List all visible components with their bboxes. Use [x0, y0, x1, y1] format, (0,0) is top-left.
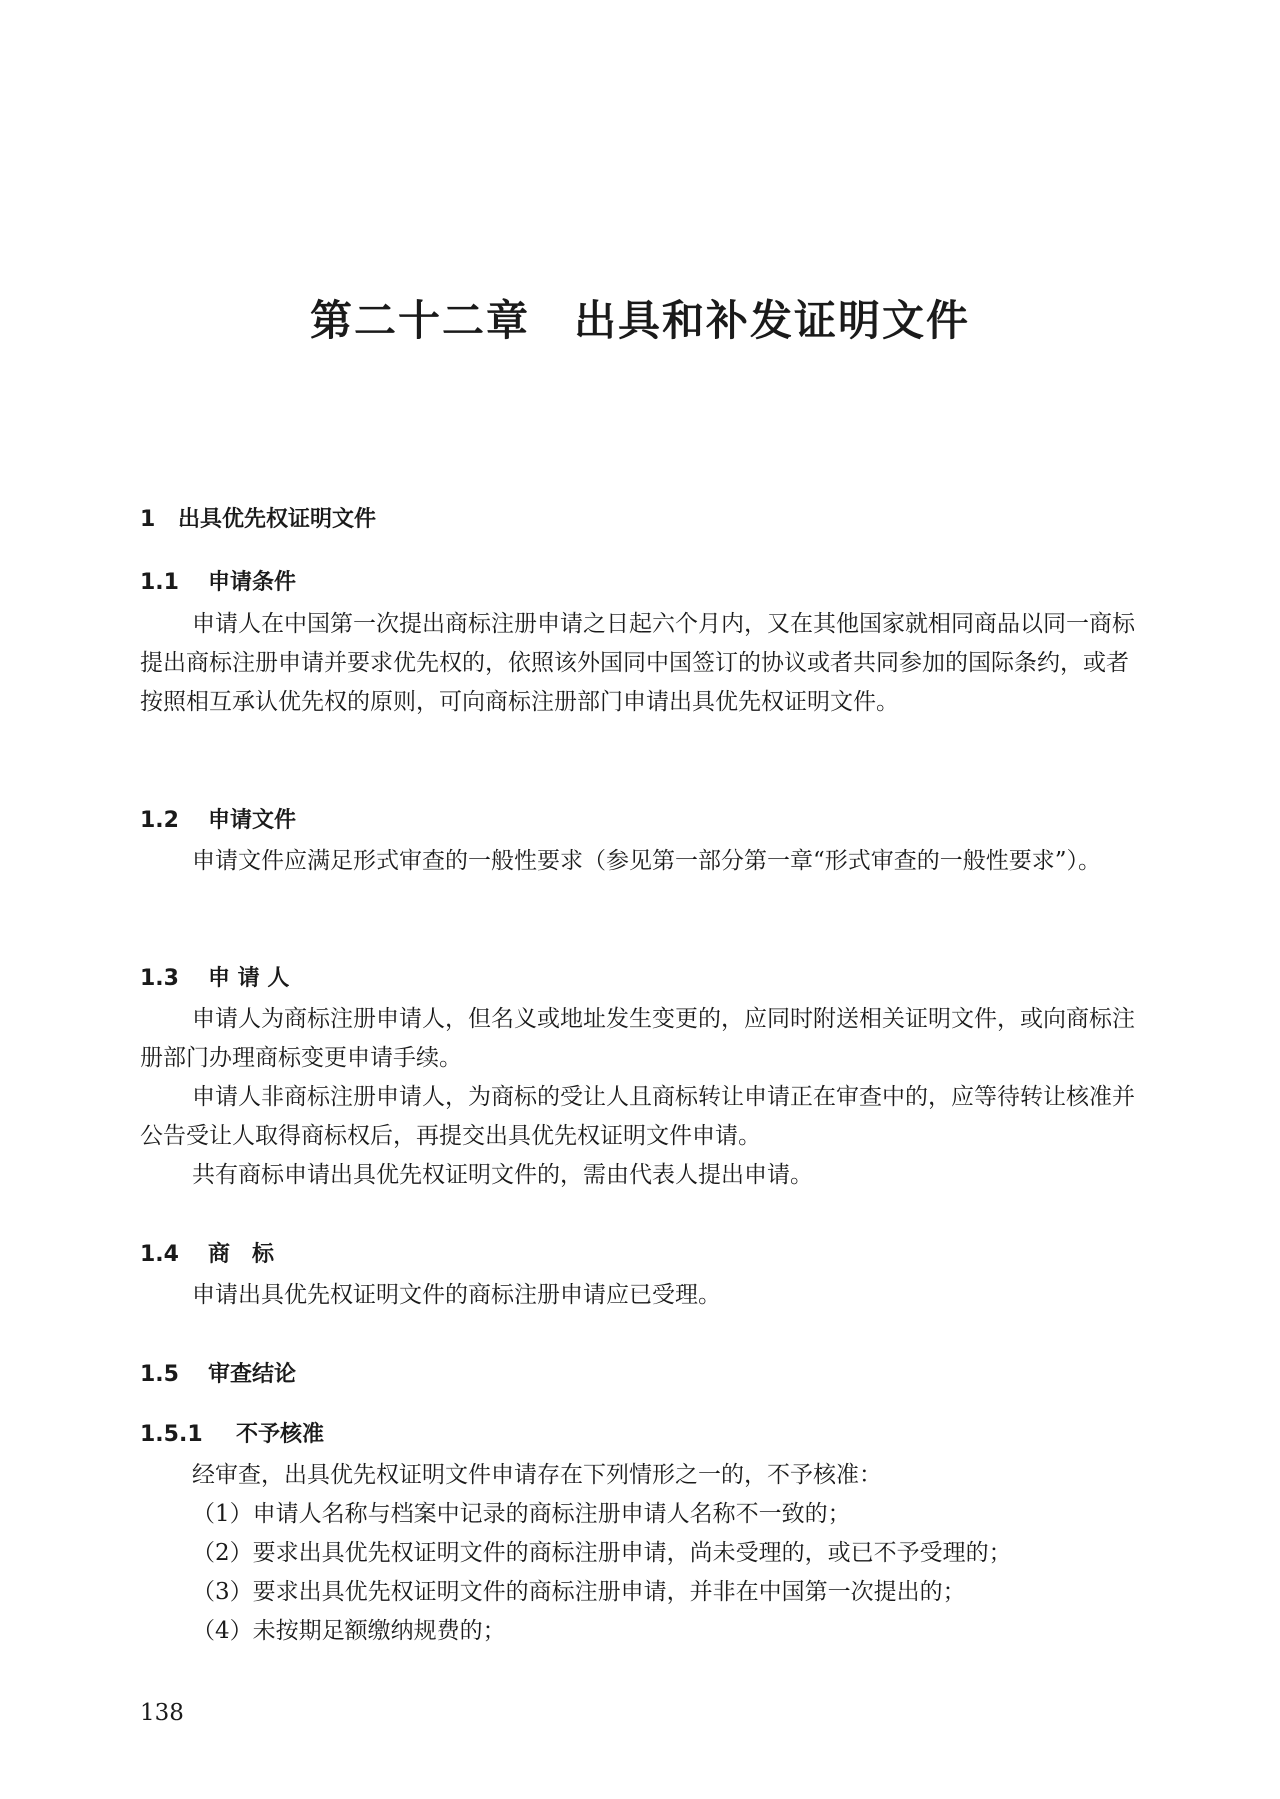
section-heading	[140, 568, 296, 598]
section-heading	[140, 505, 376, 535]
list-item: （1）申请人名称与档案中记录的商标注册申请人名称不一致的；	[192, 1501, 851, 1527]
section-heading	[140, 806, 296, 836]
section-title: 申请条件	[208, 570, 297, 595]
paragraph: 申请出具优先权证明文件的商标注册申请应已受理。	[192, 1282, 721, 1308]
section-number: 1.3	[140, 966, 179, 991]
paragraph: 申请文件应满足形式审查的一般性要求（参见第一部分第一章“形式审查的一般性要求”）。	[192, 848, 1102, 874]
section-title: 审查结论	[208, 1362, 297, 1387]
section-heading	[140, 1420, 324, 1450]
section-title: 申请文件	[208, 808, 297, 833]
section-number: 1.1	[140, 570, 179, 595]
section-title: 出具优先权证明文件	[178, 507, 377, 532]
paragraph: 申请人为商标注册申请人，但名义或地址发生变更的，应同时附送相关证明文件，或向商标注册部门办理商标变更申请手续。	[140, 1006, 1135, 1071]
paragraph: 申请人非商标注册申请人，为商标的受让人且商标转让申请正在审查中的，应等待转让核准并公告受让人取得商标权后，再提交出具优先权证明文件申请。	[140, 1084, 1135, 1149]
list-item: （3）要求出具优先权证明文件的商标注册申请，并非在中国第一次提出的；	[192, 1579, 966, 1605]
chapter-name: 出具和补发证明文件	[574, 296, 971, 345]
section-title: 不予核准	[236, 1422, 325, 1447]
section-number: 1.4	[140, 1242, 179, 1267]
section-number: 1	[140, 507, 156, 532]
section-title: 申 请 人	[208, 966, 290, 991]
section-number: 1.2	[140, 808, 179, 833]
paragraph: 经审查，出具优先权证明文件申请存在下列情形之一的，不予核准：	[192, 1462, 882, 1488]
paragraph: 申请人在中国第一次提出商标注册申请之日起六个月内，又在其他国家就相同商品以同一商标提出商标注册申请并要求优先权的，依照该外国同中国签订的协议或者共同参加的国际条约，或者按照相互承认优先权的原则，可向商标注册部门申请出具优先权证明文件。	[140, 611, 1135, 715]
chapter-title	[0, 288, 1280, 348]
chapter-number: 第二十二章	[309, 296, 530, 345]
section-title: 商 标	[208, 1242, 275, 1267]
section-number: 1.5	[140, 1362, 179, 1387]
list-item: （2）要求出具优先权证明文件的商标注册申请，尚未受理的，或已不予受理的；	[192, 1540, 1012, 1566]
section-heading	[140, 1360, 296, 1390]
page-number: 138	[140, 1700, 184, 1726]
section-heading	[140, 1240, 274, 1270]
section-number: 1.5.1	[140, 1422, 203, 1447]
paragraph: 共有商标申请出具优先权证明文件的，需由代表人提出申请。	[192, 1162, 813, 1188]
list-item: （4）未按期足额缴纳规费的；	[192, 1618, 506, 1644]
section-heading	[140, 964, 289, 994]
